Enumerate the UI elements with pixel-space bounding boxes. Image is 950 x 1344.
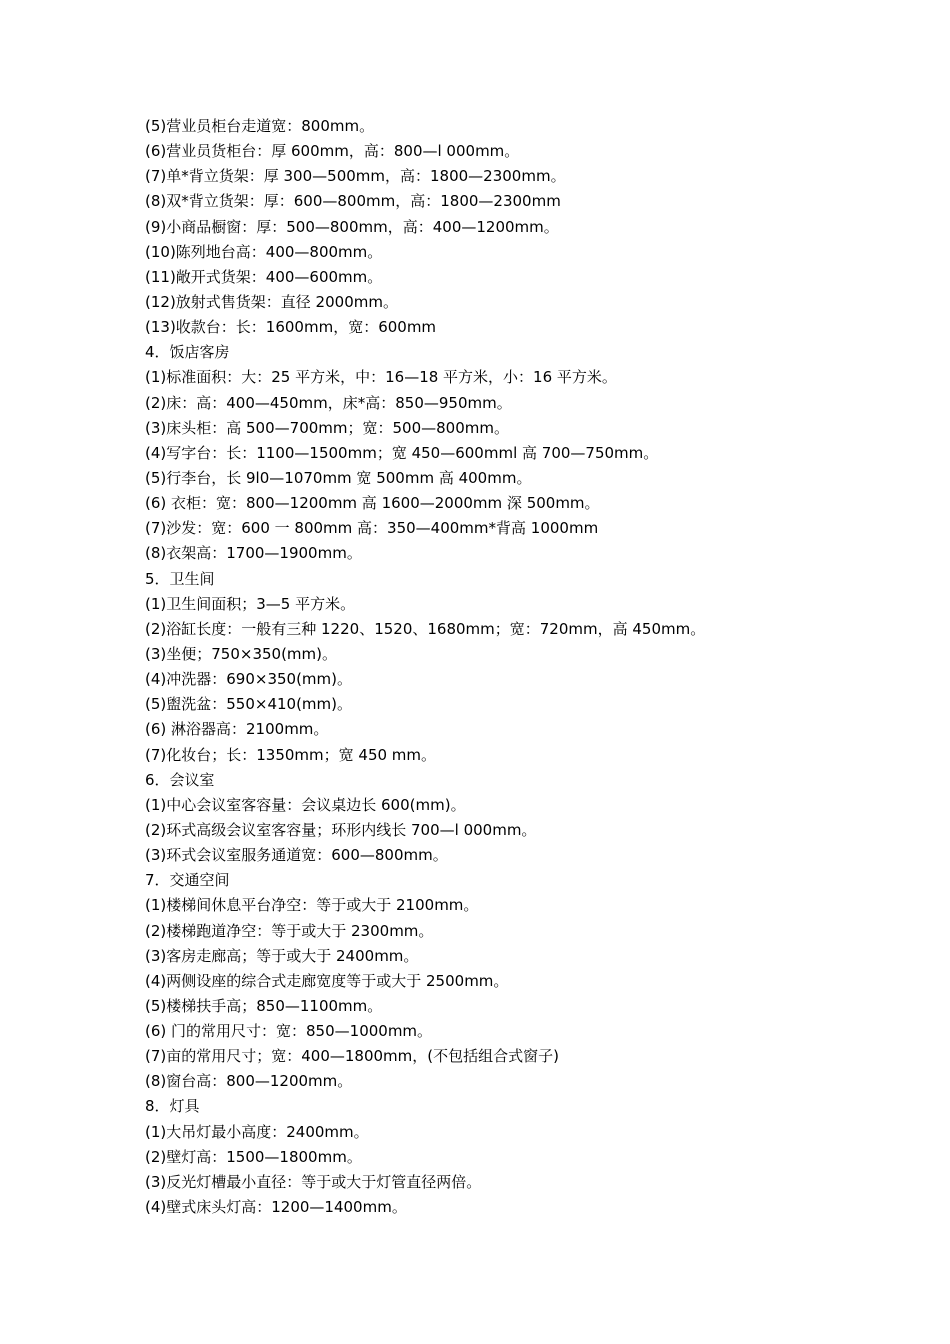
text-line: (5)盥洗盆：550×410(mm)。 — [145, 695, 353, 714]
text-line: (8)双*背立货架：厚：600—800mm，高：1800—2300mm — [145, 192, 561, 211]
text-line: (1)大吊灯最小高度：2400mm。 — [145, 1122, 369, 1141]
text-line: (3)反光灯槽最小直径：等于或大于灯管直径两倍。 — [145, 1172, 482, 1191]
text-line: (2)壁灯高：1500—1800mm。 — [145, 1147, 362, 1166]
text-line: (8)衣架高：1700—1900mm。 — [145, 544, 362, 563]
text-line: (5)营业员柜台走道宽：800mm。 — [145, 117, 375, 135]
text-line: (2)楼梯跑道净空：等于或大于 2300mm。 — [145, 921, 434, 940]
section-heading: 5．卫生间 — [145, 569, 215, 588]
text-line: (4)写字台：长：1100—1500mm；宽 450—600mml 高 700—750mm。 — [145, 443, 659, 462]
text-line: (7)单*背立货架：厚 300—500mm，高：1800—2300mm。 — [145, 167, 566, 186]
text-line: (2)床：高：400—450mm，床*高：850—950mm。 — [145, 393, 512, 412]
text-line: (7)沙发：宽：600 一 800mm 高：350—400mm*背高 1000mm — [145, 519, 599, 538]
text-line: (3)客房走廊高；等于或大于 2400mm。 — [145, 946, 419, 965]
text-line: (9)小商品橱窗：厚：500—800mm，高：400—1200mm。 — [145, 217, 559, 236]
section-heading: 8．灯具 — [145, 1097, 200, 1116]
text-line: (5)行李台，长 9l0—1070mm 宽 500mm 高 400mm。 — [145, 468, 532, 487]
document-body — [145, 114, 905, 1220]
text-line: (4)壁式床头灯高：1200—1400mm。 — [145, 1198, 407, 1217]
text-line: (11)敞开式货架：400—600mm。 — [145, 267, 383, 286]
text-line: (2)浴缸长度：一般有三种 1220、1520、1680mm；宽：720mm，高 450mm。 — [145, 619, 706, 638]
text-line: (5)楼梯扶手高；850—1100mm。 — [145, 996, 383, 1015]
text-line: (3)环式会议室服务通道宽：600—800mm。 — [145, 846, 448, 865]
text-line: (6) 淋浴器高：2100mm。 — [145, 720, 329, 739]
text-line: (6)营业员货柜台：厚 600mm，高：800—l 000mm。 — [145, 142, 520, 161]
text-line: (10)陈列地台高：400—800mm。 — [145, 242, 383, 261]
text-line: (3)坐便；750×350(mm)。 — [145, 644, 338, 663]
text-line: (4)冲洗器：690×350(mm)。 — [145, 670, 353, 689]
text-line: (13)收款台：长：1600mm，宽：600mm — [145, 318, 437, 337]
section-heading: 4．饭店客房 — [145, 343, 230, 362]
text-line: (2)环式高级会议室客容量；环形内线长 700—l 000mm。 — [145, 820, 537, 839]
text-line: (8)窗台高：800—1200mm。 — [145, 1072, 353, 1091]
text-line: (1)楼梯间休息平台净空：等于或大于 2100mm。 — [145, 896, 479, 915]
section-heading: 6．会议室 — [145, 770, 215, 789]
text-line: (1)卫生间面积；3—5 平方米。 — [145, 594, 356, 613]
text-line: (4)两侧设座的综合式走廊宽度等于或大于 2500mm。 — [145, 971, 509, 990]
text-line: (1)标准面积：大：25 平方米，中：16—18 平方米，小：16 平方米。 — [145, 368, 617, 387]
text-line: (6) 门的常用尺寸：宽：850—1000mm。 — [145, 1022, 433, 1041]
text-line: (7)化妆台；长：1350mm；宽 450 mm。 — [145, 745, 437, 764]
text-line: (12)放射式售货架：直径 2000mm。 — [145, 292, 398, 311]
text-line: (7)亩的常用尺寸；宽：400—1800mm，(不包括组合式窗子) — [145, 1047, 559, 1066]
text-line: (1)中心会议室客容量：会议桌边长 600(mm)。 — [145, 795, 466, 814]
text-line: (6) 衣柜：宽：800—1200mm 高 1600—2000mm 深 500mm。 — [145, 494, 600, 513]
text-line: (3)床头柜：高 500—700mm；宽：500—800mm。 — [145, 418, 509, 437]
section-heading: 7．交通空间 — [145, 871, 230, 890]
